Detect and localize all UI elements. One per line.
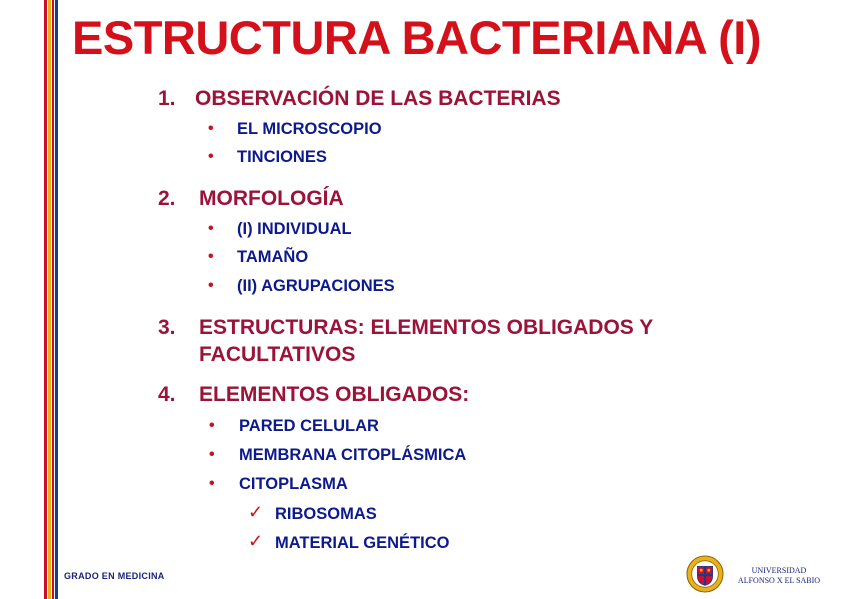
section-number: 4. (158, 383, 176, 406)
bullet-icon: • (208, 248, 214, 265)
bullet-icon: • (208, 148, 214, 165)
section-label: MORFOLOGÍA (199, 187, 344, 210)
university-name-line-2: ALFONSO X EL SABIO (737, 576, 821, 585)
bullet-icon: • (209, 446, 215, 463)
section-label-line-2: FACULTATIVOS (199, 343, 356, 366)
bullet-icon: • (208, 277, 214, 294)
list-item: CITOPLASMA (239, 475, 348, 493)
university-seal-icon (686, 555, 724, 593)
slide-title: ESTRUCTURA BACTERIANA (I) (72, 11, 761, 64)
section-label: OBSERVACIÓN DE LAS BACTERIAS (195, 87, 561, 110)
section-number: 2. (158, 187, 176, 210)
list-item: TAMAÑO (237, 248, 309, 266)
bullet-icon: • (209, 417, 215, 434)
section-number: 3. (158, 316, 176, 339)
left-stripe-blue (55, 0, 58, 599)
list-item: PARED CELULAR (239, 417, 379, 435)
left-stripe-gold (48, 0, 51, 599)
sub-list-item: MATERIAL GENÉTICO (275, 534, 450, 552)
section-label-line-1: ESTRUCTURAS: ELEMENTOS OBLIGADOS Y (199, 316, 654, 339)
checkmark-icon: ✓ (248, 502, 264, 522)
course-label: GRADO EN MEDICINA (64, 571, 165, 581)
list-item: EL MICROSCOPIO (237, 120, 382, 138)
left-stripe-red-2 (52, 0, 54, 599)
bullet-icon: • (209, 475, 215, 492)
list-item: TINCIONES (237, 148, 327, 166)
section-number: 1. (158, 87, 176, 110)
bullet-icon: • (208, 120, 214, 137)
section-label: ELEMENTOS OBLIGADOS: (199, 383, 470, 406)
university-name-line-1: UNIVERSIDAD (751, 566, 807, 575)
checkmark-icon: ✓ (248, 531, 264, 551)
sub-list-item: RIBOSOMAS (275, 505, 377, 523)
university-name (734, 566, 824, 586)
list-item: (II) AGRUPACIONES (237, 277, 395, 295)
list-item: MEMBRANA CITOPLÁSMICA (239, 446, 467, 464)
left-stripe-red (44, 0, 47, 599)
list-item: (I) INDIVIDUAL (237, 220, 352, 238)
bullet-icon: • (208, 220, 214, 237)
